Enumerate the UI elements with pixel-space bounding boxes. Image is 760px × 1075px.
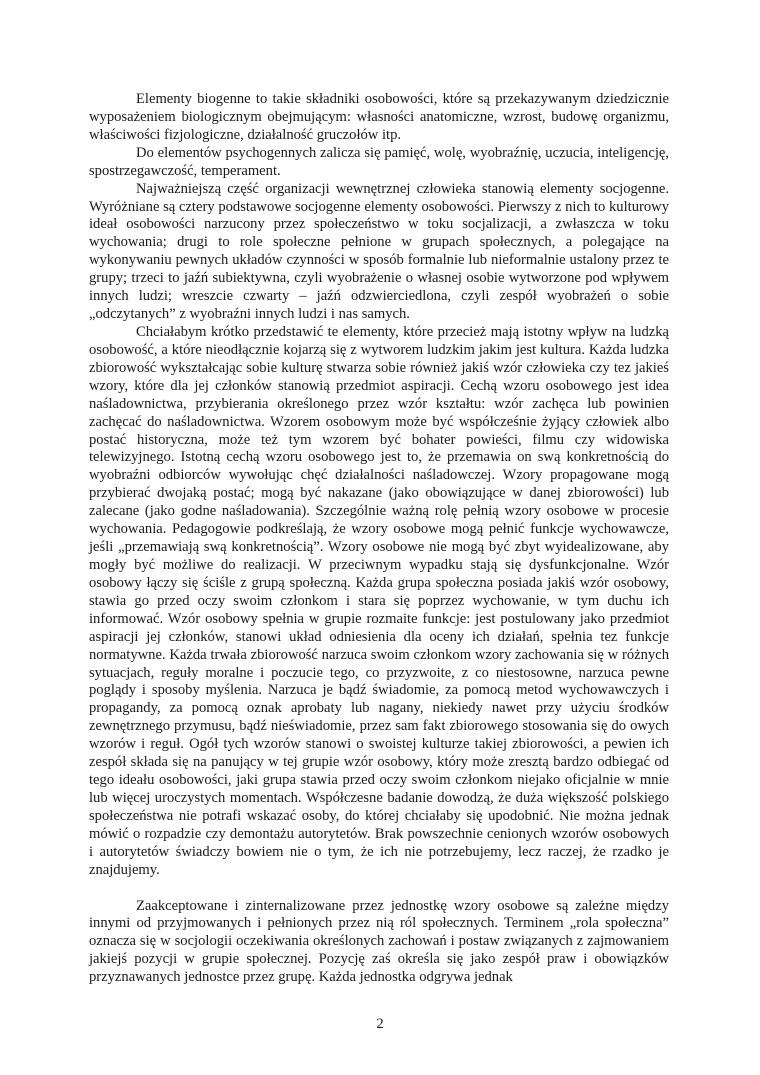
- paragraph-sociogenic-elements: Najważniejszą część organizacji wewnętrznej człowieka stanowią elementy socjogenne. Wyróżniane są cztery podstawowe socjogenne elementy osobowości. Pierwszy z nich to kulturowy ideał osobowości narzucony przez społeczeństwo w toku socjalizacji, a zwłaszcza w toku wychowania; drugi to role społeczne pełnione w grupach społecznych, a polegające na wykonywaniu pewnych układów czynności w sposób formalnie lub nieformalnie ustalony przez te grupy; trzeci to jaźń subiektywna, czyli wyobrażenie o własnej osobie wytworzone pod wpływem innych ludzi; wreszcie czwarty – jaźń odzwierciedlona, czyli zespół wyobrażeń o sobie „odczytanych” z wyobraźni innych ludzi i nas samych.: [89, 180, 669, 323]
- document-body: [89, 91, 669, 987]
- paragraph-biogenic-elements: Elementy biogenne to takie składniki osobowości, które są przekazywanym dziedzicznie wyposażeniem biologicznym obejmującym: własności anatomiczne, wzrost, budowę organizmu, właściwości fizjologiczne, działalność gruczołów itp.: [89, 91, 669, 143]
- paragraph-social-roles: Zaakceptowane i zinternalizowane przez jednostkę wzory osobowe są zależne między innymi od przyjmowanych i pełnionych przez nią ról społecznych. Terminem „rola społeczna” oznacza się w socjologii oczekiwania określonych zachowań i postaw związanych z zajmowaniem jakiejś pozycji w grupie społecznej. Pozycję zaś określa się jako zespół praw i obowiązków przyznawanych jednostce przez grupę. Każda jednostka odgrywa jednak: [89, 897, 669, 986]
- paragraph-psychogenic-elements: Do elementów psychogennych zalicza się pamięć, wolę, wyobraźnię, uczucia, inteligencję, spostrzegawczość, temperament.: [89, 144, 669, 179]
- paragraph-personal-patterns: Chciałabym krótko przedstawić te elementy, które przecież mają istotny wpływ na ludzką osobowość, a które nieodłącznie kojarzą się z wytworem ludzkim jakim jest kultura. Każda ludzka zbiorowość wykształcając sobie kulturę stwarza sobie również jakiś wzór człowieka czy tez jakieś wzory, które dla jej członków stanowią przedmiot aspiracji. Cechą wzoru osobowego jest idea naśladownictwa, przybierania określonego przez wzór kształtu: wzór zachęca lub powinien zachęcać do naśladownictwa. Wzorem osobowym może być współcześnie żyjący człowiek albo postać historyczna, może też tym wzorem być bohater powieści, filmu czy widowiska telewizyjnego. Istotną cechą wzoru osobowego jest to, że przemawia on swą konkretnością do wyobraźni odbiorców wywołując chęć działalności naśladowczej. Wzory propagowane mogą przybierać dwojaką postać; mogą być nakazane (jako obowiązujące w danej zbiorowości) lub zalecane (jako godne naśladowania). Szczególnie ważną rolę pełnią wzory osobowe w procesie wychowania. Pedagogowie podkreślają, że wzory osobowe mogą pełnić funkcje wychowawcze, jeśli „przemawiają swą konkretnością”. Wzory osobowe nie mogą być zbyt wyidealizowane, aby mogły być możliwe do realizacji. W przeciwnym wypadku stają się dysfunkcjonalne. Wzór osobowy łączy się ściśle z grupą społeczną. Każda grupa społeczna posiada jakiś wzór osobowy, stawia go przed oczy swoim członkom i stara się poprzez wychowanie, w tym duchu ich informować. Wzór osobowy spełnia w grupie rozmaite funkcje: jest postulowany jako przedmiot aspiracji jej członków, stanowi układ odniesienia dla oceny ich działań, spełnia tez funkcje normatywne. Każda trwała zbiorowość narzuca swoim członkom wzory zachowania się w różnych sytuacjach, reguły moralne i poczucie tego, co przyzwoite, z co niestosowne, narzuca pewne poglądy i sposoby myślenia. Narzuca je bądź świadomie, za pomocą metod wychowawczych i propagandy, za pomocą oznak aprobaty lub nagany, niekiedy nawet przy użyciu środków zewnętrznego przymusu, bądź nieświadomie, przez sam fakt zbiorowego stosowania się do owych wzorów i reguł. Ogół tych wzorów stanowi o swoistej kulturze takiej zbiorowości, a pewien ich zespół składa się na panujący w tej grupie wzór osobowy, który może zresztą bardzo odbiegać od tego ideału osobowości, jaki grupa stawia przed oczy swoim członkom niejako oficjalnie w mnie lub więcej uroczystych momentach. Współczesne badanie dowodzą, że duża większość polskiego społeczeństwa nie potrafi wskazać osoby, do której chciałaby się upodobnić. Nie można jednak mówić o rozpadzie czy demontażu autorytetów. Brak powszechnie cenionych wzorów osobowych i autorytetów świadczy bowiem nie o tym, że ich nie potrzebujemy, lecz raczej, że rzadko je znajdujemy.: [89, 323, 669, 878]
- page-number: 2: [376, 1016, 384, 1032]
